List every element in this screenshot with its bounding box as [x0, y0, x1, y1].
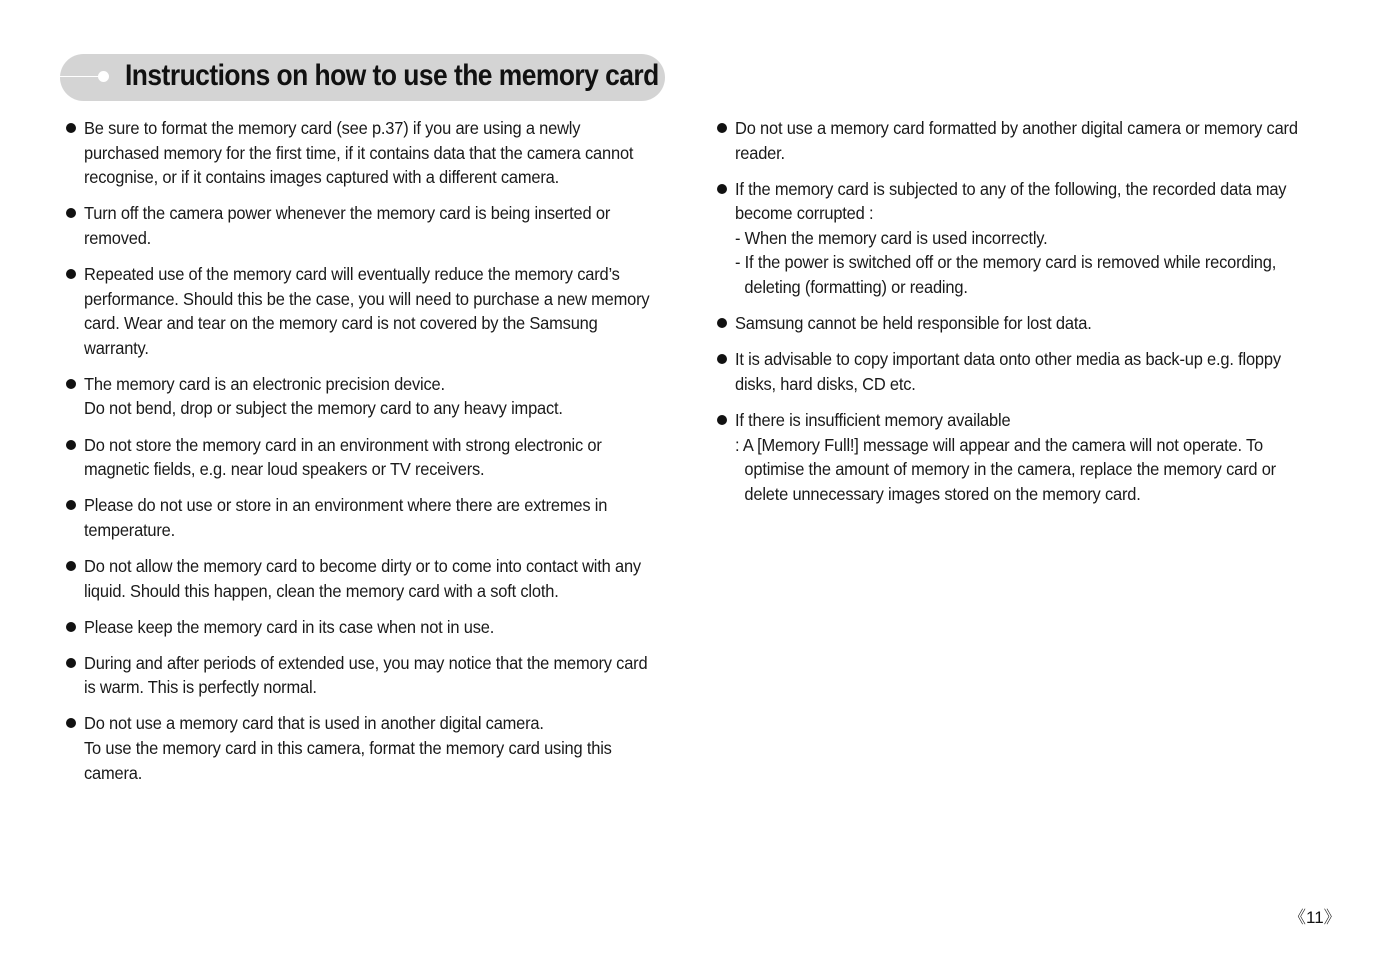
item-text-line: Be sure to format the memory card (see p.37) if you are using a newly: [84, 118, 581, 138]
item-text-line: It is advisable to copy important data onto other media as back-up e.g. floppy: [735, 349, 1281, 370]
item-text-line: reader.: [735, 142, 785, 163]
item-text-line: Samsung cannot be held responsible for lost data.: [735, 313, 1092, 334]
item-text-line: During and after periods of extended use, you may notice that the memory card: [84, 652, 648, 673]
section-title-bar: [60, 54, 665, 101]
list-item: [66, 493, 666, 542]
list-item: [66, 116, 666, 190]
list-item: [717, 408, 1317, 506]
item-text-line: card. Wear and tear on the memory card is not covered by the Samsung: [84, 313, 598, 334]
item-text-line: is warm. This is perfectly normal.: [84, 677, 317, 698]
list-item: [66, 651, 666, 700]
list-item: [66, 262, 666, 360]
bullet-icon: [66, 658, 76, 668]
item-text-line: To use the memory card in this camera, format the memory card using this: [84, 737, 612, 758]
item-text-line: performance. Should this be the case, you will need to purchase a new memory: [84, 288, 650, 309]
bullet-icon: [717, 415, 727, 425]
list-item: [66, 615, 666, 640]
list-item: [66, 711, 666, 785]
item-text-line: temperature.: [84, 519, 176, 540]
item-text-line: purchased memory for the first time, if it contains data that the camera cannot: [84, 142, 634, 163]
item-sub-line: delete unnecessary images stored on the memory card.: [744, 483, 1141, 504]
bullet-icon: [66, 269, 76, 279]
bullet-icon: [717, 123, 727, 133]
item-text-line: Turn off the camera power whenever the memory card is being inserted or: [84, 203, 611, 224]
item-text-line: disks, hard disks, CD etc.: [735, 373, 916, 394]
item-sub-line: - If the power is switched off or the memory card is removed while recording,: [735, 252, 1277, 273]
bullet-icon: [717, 318, 727, 328]
item-text-line: Do not use a memory card that is used in another digital camera.: [84, 713, 544, 734]
bullet-icon: [66, 379, 76, 389]
item-text-line: Repeated use of the memory card will eventually reduce the memory card’s: [84, 263, 620, 284]
page-title: Instructions on how to use the memory card: [125, 59, 659, 92]
item-sub-line: deleting (formatting) or reading.: [744, 277, 968, 298]
bullet-icon: [717, 184, 727, 194]
item-text-line: Do not bend, drop or subject the memory card to any heavy impact.: [84, 398, 563, 419]
title-decoration-dot: [98, 71, 109, 82]
list-item: [66, 433, 666, 482]
item-text-line: Do not use a memory card formatted by another digital camera or memory card: [735, 118, 1298, 138]
list-item: [717, 347, 1317, 396]
item-text-line: Do not store the memory card in an environment with strong electronic or: [84, 434, 602, 455]
item-text-line: become corrupted :: [735, 203, 874, 224]
list-item: [717, 177, 1317, 300]
item-text-line: warranty.: [84, 337, 149, 358]
bullet-icon: [66, 561, 76, 571]
item-text-line: The memory card is an electronic precision device.: [84, 373, 445, 394]
item-text-line: removed.: [84, 227, 152, 248]
bullet-icon: [66, 622, 76, 632]
item-text-line: If the memory card is subjected to any of the following, the recorded data may: [735, 178, 1287, 199]
item-text-line: camera.: [84, 762, 143, 783]
right-column: [717, 116, 1317, 518]
item-text-line: Do not allow the memory card to become dirty or to come into contact with any: [84, 555, 641, 576]
list-item: [66, 554, 666, 603]
bullet-icon: [66, 440, 76, 450]
item-sub-line: : A [Memory Full!] message will appear and the camera will not operate. To: [735, 434, 1263, 455]
bullet-icon: [66, 208, 76, 218]
bullet-icon: [66, 123, 76, 133]
bullet-icon: [66, 500, 76, 510]
page-number: 《11》: [1289, 908, 1341, 927]
bullet-icon: [717, 354, 727, 364]
item-text-line: Please do not use or store in an environment where there are extremes in: [84, 495, 608, 516]
item-sub-line: optimise the amount of memory in the camera, replace the memory card or: [744, 459, 1276, 480]
item-text-line: If there is insufficient memory available: [735, 409, 1011, 430]
left-column: [66, 116, 666, 797]
list-item: [717, 311, 1317, 336]
item-text-line: magnetic fields, e.g. near loud speakers or TV receivers.: [84, 459, 485, 480]
list-item: [66, 372, 666, 421]
item-text-line: liquid. Should this happen, clean the memory card with a soft cloth.: [84, 580, 559, 601]
item-sub-line: - When the memory card is used incorrectly.: [735, 227, 1048, 248]
bullet-icon: [66, 718, 76, 728]
list-item: [717, 116, 1317, 165]
list-item: [66, 201, 666, 250]
item-text-line: Please keep the memory card in its case when not in use.: [84, 616, 495, 637]
item-text-line: recognise, or if it contains images captured with a different camera.: [84, 167, 559, 188]
